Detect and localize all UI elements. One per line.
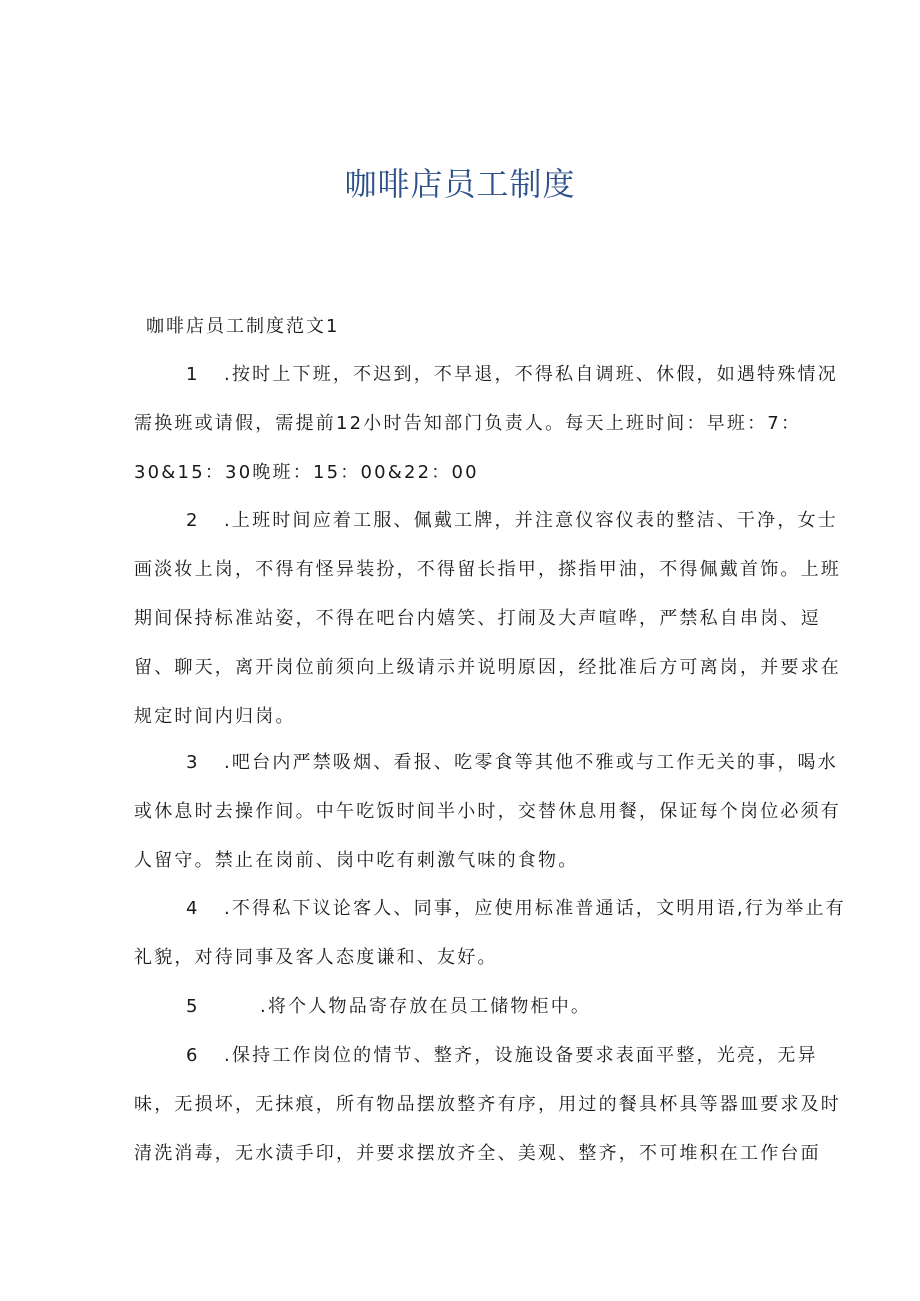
rule-text-line: 30&15：30晚班：15：00&22：00: [134, 462, 479, 483]
rule-text-line: 人留守。禁止在岗前、岗中吃有刺激气味的食物。: [134, 850, 579, 871]
rule-text-line: 留、聊天，离开岗位前须向上级请示并说明原因，经批准后方可离岗，并要求在: [134, 657, 841, 678]
rule-text-line: 味，无损坏，无抹痕，所有物品摆放整齐有序，用过的餐具杯具等器皿要求及时: [134, 1094, 841, 1115]
rule-number: 1: [186, 364, 200, 385]
rule-text-line: 需换班或请假，需提前12小时告知部门负责人。每天上班时间：早班：7：: [134, 413, 802, 434]
rule-text-line: .不得私下议论客人、同事，应使用标准普通话，文明用语,行为举止有: [224, 898, 846, 919]
rule-text-line: 画淡妆上岗，不得有怪异装扮，不得留长指甲，搽指甲油，不得佩戴首饰。上班: [134, 559, 841, 580]
rule-text-line: 或休息时去操作间。中午吃饭时间半小时，交替休息用餐，保证每个岗位必须有: [134, 801, 841, 822]
rule-text-line: .吧台内严禁吸烟、看报、吃零食等其他不雅或与工作无关的事，喝水: [224, 752, 838, 773]
rule-text-line: .将个人物品寄存放在员工储物柜中。: [260, 996, 592, 1017]
rule-text-line: 期间保持标准站姿，不得在吧台内嬉笑、打闹及大声喧哗，严禁私自串岗、逗: [134, 608, 821, 629]
rule-number: 6: [186, 1045, 200, 1066]
document-subtitle: 咖啡店员工制度范文1: [146, 316, 340, 337]
rule-number: 4: [186, 898, 200, 919]
rule-text-line: .按时上下班，不迟到，不早退，不得私自调班、休假，如遇特殊情况: [224, 364, 838, 385]
rule-item-4: [134, 884, 846, 982]
document-title: 咖啡店员工制度: [344, 165, 576, 203]
rule-item-2: [134, 496, 841, 741]
rule-text-line: .保持工作岗位的情节、整齐，设施设备要求表面平整，光亮，无异: [224, 1045, 818, 1066]
rule-text-line: 礼貌，对待同事及客人态度谦和、友好。: [134, 947, 498, 968]
rule-item-3: [134, 738, 841, 885]
rule-item-5: [134, 982, 789, 1031]
rule-number: 5: [186, 996, 200, 1017]
rule-text-line: 规定时间内归岗。: [134, 706, 296, 727]
rule-number: 3: [186, 752, 200, 773]
rule-number: 2: [186, 510, 200, 531]
rule-text-line: 清洗消毒，无水渍手印，并要求摆放齐全、美观、整齐，不可堆积在工作台面: [134, 1143, 821, 1164]
rule-item-1: [134, 350, 838, 497]
rule-text-line: .上班时间应着工服、佩戴工牌，并注意仪容仪表的整洁、干净，女士: [224, 510, 838, 531]
rule-item-6: [134, 1031, 841, 1178]
